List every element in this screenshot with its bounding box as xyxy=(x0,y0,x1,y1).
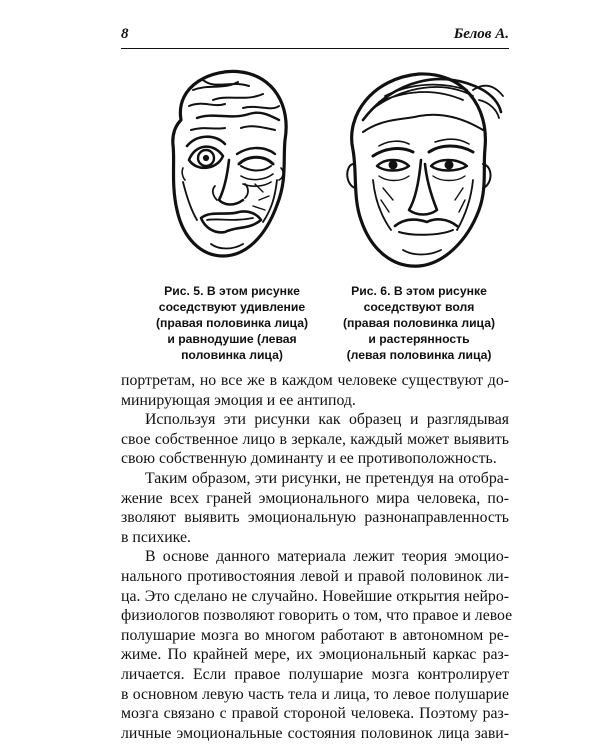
text-line: жение всех граней эмоционального мира человека, по- xyxy=(121,489,509,507)
text-line: полушарие мозга во многом работают в автономном ре- xyxy=(121,626,509,644)
text-line: мозга связано с правой стороной человека. Поэтому раз- xyxy=(121,705,509,723)
text-line: нального противостояния левой и правой половинок ли- xyxy=(121,567,509,585)
header-rule xyxy=(121,48,509,49)
text-line: минирующая эмоция и ее антипод. xyxy=(121,391,356,409)
page-number: 8 xyxy=(121,26,129,42)
text-line: в психике. xyxy=(121,528,191,546)
body-text xyxy=(121,371,513,743)
caption-line: (левая половинка лица) xyxy=(346,348,492,362)
text-line: Таким образом, эти рисунки, не претендуя на отобра- xyxy=(145,469,509,487)
figure-6-illustration xyxy=(323,60,511,275)
caption-line: и равнодушие (левая xyxy=(167,332,297,346)
caption-line: половинка лица) xyxy=(181,348,283,362)
text-line: физиологов позволяют говорить о том, что правое и левое xyxy=(121,607,513,625)
paragraph-4 xyxy=(121,547,513,743)
text-line: зволяют выявить эмоциональную разнонаправленность xyxy=(121,509,509,527)
text-line: жиме. По крайней мере, их эмоциональный каркас раз- xyxy=(121,646,509,664)
running-head-author: Белов А. xyxy=(453,26,509,42)
text-line: ца. Это сделано не случайно. Новейшие открытия нейро- xyxy=(121,587,509,605)
figure-6-caption xyxy=(330,283,508,363)
text-line: личается. Если правое полушарие мозга контролирует xyxy=(121,665,509,683)
figure-5-caption xyxy=(147,283,317,363)
face-drawing-fig5 xyxy=(153,60,303,275)
text-line: свое собственное лицо в зеркале, каждый может выявить xyxy=(121,430,509,448)
page-header xyxy=(121,26,509,48)
caption-line: Рис. 5. В этом рисунке xyxy=(164,284,300,298)
caption-line: соседствуют воля xyxy=(363,300,475,314)
caption-line: Рис. 6. В этом рисунке xyxy=(351,284,487,298)
face-drawing-fig6 xyxy=(323,60,511,275)
text-line: Используя эти рисунки как образец и разглядывая xyxy=(145,411,509,429)
text-line: в основном левую часть тела и лица, то левое полушарие xyxy=(121,685,509,703)
paragraph-1 xyxy=(121,371,509,410)
text-line: В основе данного материала лежит теория эмоцио- xyxy=(145,548,509,566)
text-line: личные эмоциональные состояния половинок лица зави- xyxy=(121,724,509,742)
text-line: портретам, но все же в каждом человеке существуют до- xyxy=(121,372,509,389)
caption-line: и растерянность xyxy=(368,332,470,346)
caption-line: (правая половинка лица) xyxy=(342,316,496,330)
text-line: свою собственную доминанту и ее противоположность. xyxy=(121,450,497,468)
caption-line: соседствуют удивление xyxy=(158,300,306,314)
paragraph-3 xyxy=(121,469,509,547)
paragraph-2 xyxy=(121,410,509,469)
figure-5-illustration xyxy=(153,60,303,275)
caption-line: (правая половинка лица) xyxy=(155,316,309,330)
